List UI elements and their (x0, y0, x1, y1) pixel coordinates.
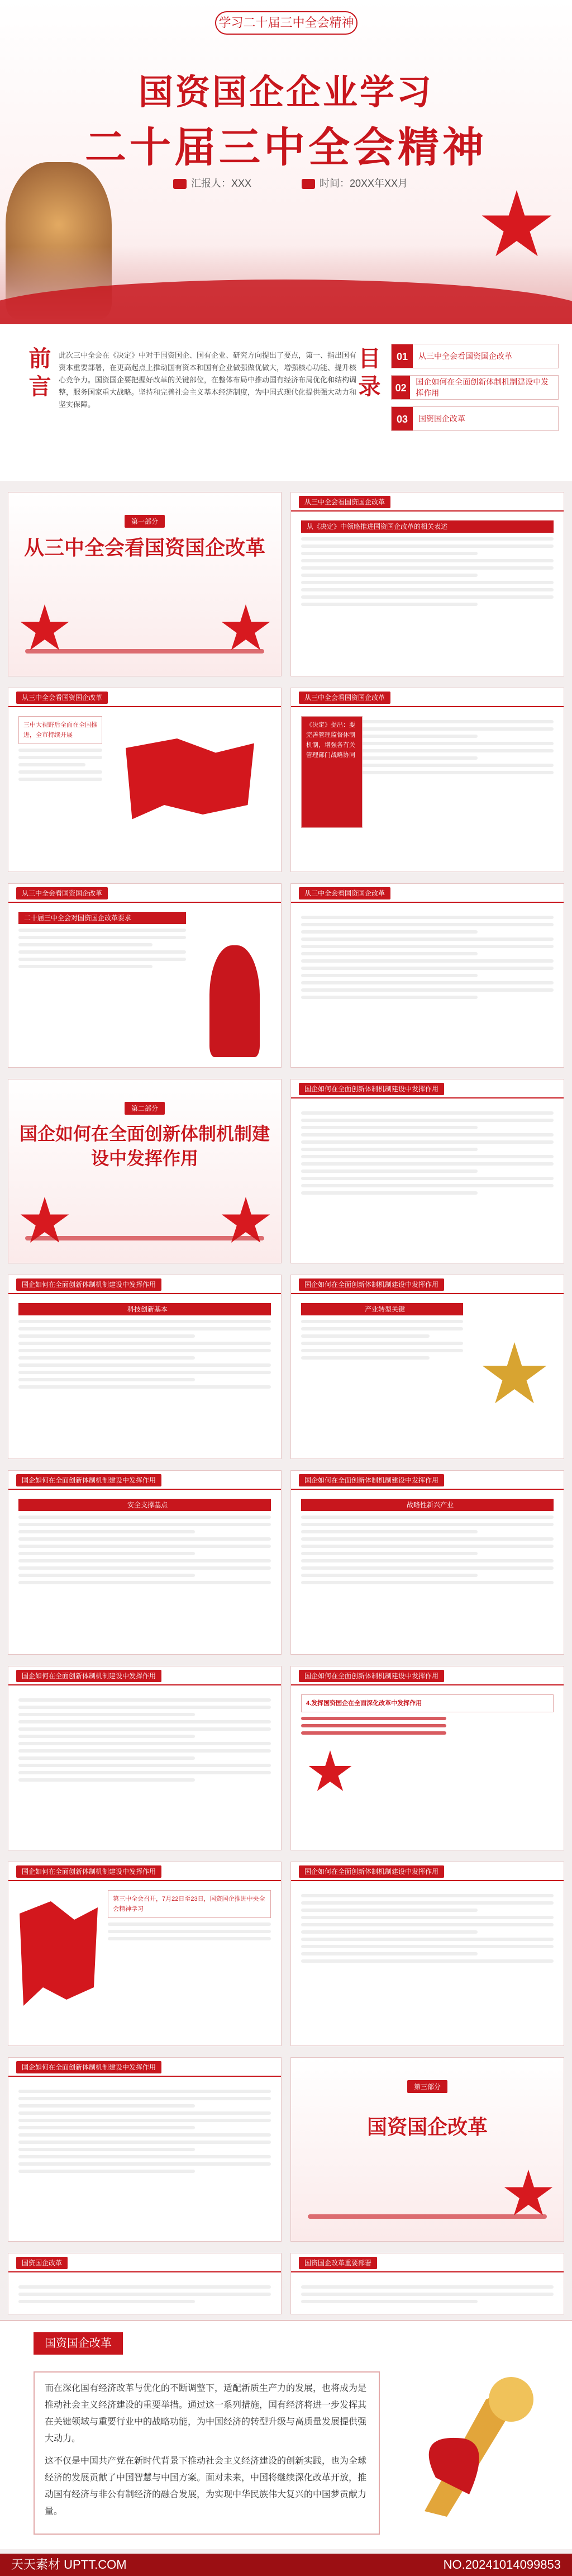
section-slide-3 (290, 2057, 564, 2242)
slide-tag: 国企如何在全面创新体制机制建设中发挥作用 (299, 1083, 444, 1095)
slide-header (8, 884, 281, 903)
content-slide (290, 688, 564, 872)
slide-header (291, 1862, 564, 1881)
reporter-field (173, 173, 251, 193)
slide-header (291, 884, 564, 903)
slide-header (291, 1471, 564, 1490)
highlight-box: 第三中全会召开，7月22日至23日，国资国企推进中央全会精神学习 (108, 1890, 271, 1918)
cover-title-line2: 二十届三中全会精神 (85, 124, 487, 171)
slide-tag: 国资国企改革 (16, 2257, 68, 2269)
worker-figure (209, 945, 260, 1057)
slide-header (8, 1471, 281, 1490)
star-icon (503, 2170, 554, 2220)
content-slide (290, 1666, 564, 1850)
final-content (34, 2371, 380, 2535)
decor-bar (25, 1236, 264, 1240)
slide-bar: 产业转型关键 (301, 1303, 463, 1315)
bugle-icon (402, 2366, 536, 2534)
catalog-item-label: 从三中全会看国资国企改革 (418, 352, 512, 361)
slide-tag: 从三中全会看国资国企改革 (299, 887, 390, 899)
catalog-item-label: 国资国企改革 (418, 414, 465, 423)
calendar-icon (302, 179, 315, 189)
section-title: 国企如何在全面创新体制机制建设中发挥作用 (20, 1124, 270, 1168)
slide-body (301, 1890, 554, 2038)
time-text: 时间：20XX年XX月 (319, 178, 408, 189)
slide-header (291, 1079, 564, 1098)
time-field (302, 173, 408, 193)
catalog-item[interactable] (391, 375, 559, 400)
content-slide (8, 2057, 282, 2242)
slide-tag: 从三中全会看国资国企改革 (16, 692, 108, 704)
slide-header (8, 2253, 281, 2272)
catalog-item[interactable] (391, 406, 559, 431)
slide-body (301, 2281, 554, 2306)
content-slide (290, 1275, 564, 1459)
highlight-box: 4.发挥国资国企在全面深化改革中发挥作用 (301, 1694, 554, 1712)
preface-text: 此次三中全会在《决定》中对于国资国企、国有企业、研究方向提出了要点，第一、指出国有资本重要部署，在更高起点上推动国有资本和国有企业做强做优做大，增强核心功能、提升核心竞争力。国资国企要把握好改革的关键部位，在整体布局中推动国有经济布局优化和结构调整，服务国家重大战略。坚持和完善社会主义基本经济制度，为中国式现代化提供强大动力和坚实保障。 (59, 351, 357, 409)
content-slide (8, 688, 282, 872)
person-icon (173, 179, 187, 189)
cover-badge: 学习二十届三中全会精神 (215, 11, 358, 35)
highlight-box: 三中大视野后全面在全国推进，全市持续开展 (18, 716, 102, 744)
content-slide (8, 1470, 282, 1655)
slide-tag: 国资国企改革重要部署 (299, 2257, 377, 2269)
content-slide (290, 492, 564, 676)
content-slide (290, 1862, 564, 2046)
slide-body (301, 716, 554, 864)
final-paragraph-2: 这不仅是中国共产党在新时代背景下推动社会主义经济建设的创新实践，也为全球经济的发展贡献了中国智慧与中国方案。面对未来，中国将继续深化改革开放，推动国有经济与非公有制经济的融合发展，为实现中华民族伟大复兴的中国梦贡献力量。 (45, 2456, 367, 2516)
watermark-footer (0, 2554, 572, 2576)
slide-body (301, 912, 554, 1059)
section-slide-1 (8, 492, 282, 676)
catalog-item-label: 国企如何在全面创新体制机制建设中发挥作用 (416, 377, 549, 397)
preface-catalog-slide (0, 324, 572, 481)
slide-body (18, 2086, 271, 2233)
slide-bar: 安全支撑基点 (18, 1499, 271, 1511)
slide-body (301, 1499, 554, 1646)
cover-slide (0, 0, 572, 324)
slide-body (301, 520, 554, 668)
footer-id: NO.20241014099853 (443, 2558, 561, 2572)
slide-bar: 二十届三中全会对国资国企改革要求 (18, 912, 186, 924)
content-slide (8, 2253, 282, 2314)
slide-tag: 从三中全会看国资国企改革 (299, 692, 390, 704)
star-icon (20, 604, 70, 655)
slide-header (291, 1666, 564, 1685)
slide-bar: 从《决定》中领略推进国资国企改革的相关表述 (301, 520, 554, 533)
final-title: 国资国企改革 (34, 2332, 123, 2355)
content-slide (290, 1079, 564, 1263)
content-slide (290, 2253, 564, 2314)
content-slide (8, 1862, 282, 2046)
slide-bar: 战略性新兴产业 (301, 1499, 554, 1511)
reporter-text: 汇报人：XXX (191, 178, 252, 189)
section-tag: 第二部分 (125, 1102, 165, 1115)
content-slide (8, 883, 282, 1068)
section-slide-2 (8, 1079, 282, 1263)
slide-bar: 科技创新基本 (18, 1303, 271, 1315)
cover-meta (173, 173, 408, 193)
side-box: 《决定》提出：要完善管理监督体制机制，增强各有关管理部门战略协同 (301, 716, 363, 828)
slide-tag: 国企如何在全面创新体制机制建设中发挥作用 (16, 2061, 161, 2073)
slide-tag: 国企如何在全面创新体制机制建设中发挥作用 (299, 1278, 444, 1291)
slide-tag: 国企如何在全面创新体制机制建设中发挥作用 (16, 1865, 161, 1878)
footer-brand: 天天素材 UPTT.COM (11, 2558, 127, 2572)
decor-bar (308, 2214, 547, 2219)
content-slide (8, 1666, 282, 1850)
slide-body (18, 1499, 271, 1646)
slide-tag: 国企如何在全面创新体制机制建设中发挥作用 (16, 1670, 161, 1682)
star-icon (221, 604, 271, 655)
catalog-item[interactable] (391, 344, 559, 368)
slide-tag: 国企如何在全面创新体制机制建设中发挥作用 (299, 1474, 444, 1486)
slide-header (8, 1862, 281, 1881)
slide-body (18, 1303, 271, 1451)
slide-header (8, 1275, 281, 1294)
catalog-list (391, 344, 559, 438)
final-slide (0, 2320, 572, 2549)
slide-header (8, 1666, 281, 1685)
slide-header (291, 688, 564, 707)
slide-header (8, 688, 281, 707)
decor-bar (25, 649, 264, 654)
slide-body (18, 1694, 271, 1842)
slide-header (291, 1275, 564, 1294)
content-slide (290, 1470, 564, 1655)
slide-body (301, 1107, 554, 1255)
section-title: 国资国企改革 (366, 2115, 488, 2138)
catalog-label: 目录 (355, 347, 380, 402)
slide-header (291, 493, 564, 512)
slide-tag: 国企如何在全面创新体制机制建设中发挥作用 (299, 1865, 444, 1878)
catalog-number: 01 (392, 344, 413, 368)
section-tag: 第三部分 (407, 2080, 447, 2093)
section-tag: 第一部分 (125, 515, 165, 528)
slide-header (291, 2253, 564, 2272)
cover-title-line1: 国资国企企业学习 (138, 73, 433, 112)
catalog-number: 02 (392, 376, 410, 399)
slide-header (8, 2058, 281, 2077)
slide-tag: 从三中全会看国资国企改革 (16, 887, 108, 899)
final-paragraph-1: 而在深化国有经济改革与优化的不断调整下，适配新质生产力的发展，也将成为是推动社会主义经济建设的重要举措。通过这一系列措施，国有经济将进一步发挥其在关键领域与重要行业中的战略功能，为中国经济的转型升级与高质量发展提供强大动力。 (45, 2384, 367, 2444)
slide-body (18, 2281, 271, 2306)
catalog-number: 03 (392, 407, 413, 430)
slide-tag: 从三中全会看国资国企改革 (299, 496, 390, 508)
content-slide (290, 883, 564, 1068)
slide-tag: 国企如何在全面创新体制机制建设中发挥作用 (16, 1474, 161, 1486)
slide-tag: 国企如何在全面创新体制机制建设中发挥作用 (299, 1670, 444, 1682)
preface-label: 前言 (26, 347, 50, 402)
content-slide (8, 1275, 282, 1459)
slide-tag: 国企如何在全面创新体制机制建设中发挥作用 (16, 1278, 161, 1291)
section-title: 从三中全会看国资国企改革 (23, 536, 265, 559)
